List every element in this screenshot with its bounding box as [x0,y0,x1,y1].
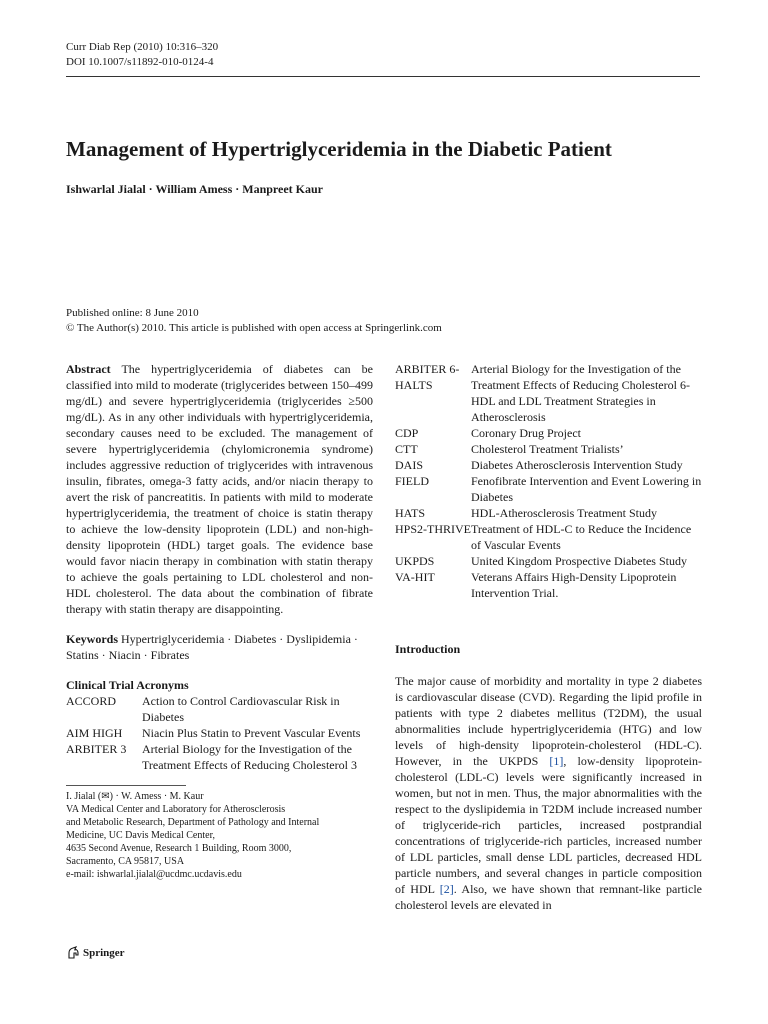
abstract-text: The hypertriglyceridemia of diabetes can be classified into mild to moderate (triglycerides between 150–499 mg/dL) and severe hypertriglyceridemia (triglycerides ≥500 mg/dL). As in any other individuals with hypertriglyceridemia, secondary causes need to be excluded. The management of severe hypertriglyceridemia (chylomicronemia syndrome) includes aggressive reduction of triglycerides with intravenous insulin, fibrates, omega-3 fatty acids, and/or niacin therapy to avert the risk of pancreatitis. In patients with mild to moderate hypertriglyceridemia, the treatment of choice is statin therapy to achieve the low-density lipoprotein (LDL) and non-high-density lipoprotein (HDL) target goals. The evidence base would favor niacin therapy in combination with statin therapy to achieve the goals pertaining to LDL cholesterol and non-HDL cholesterol. The data about the combination of fibrate therapy with statin therapy are disappointing. [66,362,373,616]
acronym-row [66,741,373,773]
journal-line: Curr Diab Rep (2010) 10:316–320 [66,41,219,53]
published-date: Published online: 8 June 2010 [66,307,199,319]
acronym-desc: Arterial Biology for the Investigation of the Treatment Effects of Reducing Cholesterol 6-HDL and LDL Treatment Strategies in Atherosclerosis [471,362,690,424]
intro-text-part: , low-density lipoprotein-cholesterol (LDL-C) levels were significantly increased in women, but not in men. Thus, the major abnormalities with the respect to the dyslipidemia in T2DM include increased number of triglyceride-rich particles, increased postprandial concentrations of triglyceride-rich particles, increased number of LDL particles, small dense LDL particles, decreased HDL particle numbers, and several changes in particle composition of HDL [395,754,702,896]
acronym-desc: Coronary Drug Project [471,426,581,440]
acronyms-table-left [66,693,373,773]
acronym-row [395,425,702,441]
citation-link[interactable]: [1] [549,754,564,768]
acronym-desc: Cholesterol Treatment Trialists’ [471,442,624,456]
publisher-logo [66,946,125,960]
acronym-code: CTT [395,442,418,456]
acronym-desc: Arterial Biology for the Investigation of the Treatment Effects of Reducing Cholesterol 3 [142,742,357,772]
affiliation-line: and Metabolic Research, Department of Pathology and Internal [66,817,320,828]
acronym-desc: United Kingdom Prospective Diabetes Study [471,554,687,568]
keywords-text: Hypertriglyceridemia · Diabetes · Dyslipidemia · Statins · Niacin · Fibrates [66,632,358,662]
intro-text-part: . Also, we have shown that remnant-like particle cholesterol levels are elevated in [395,882,703,912]
acronym-desc: Niacin Plus Statin to Prevent Vascular Events [142,726,361,740]
keywords [66,631,373,663]
copyright-notice: © The Author(s) 2010. This article is published with open access at Springerlink.com [66,322,442,334]
affiliation-line: Sacramento, CA 95817, USA [66,856,185,867]
right-column [395,361,702,913]
header-rule [66,76,700,77]
acronym-desc: Fenofibrate Intervention and Event Lowering in Diabetes [471,474,702,504]
left-column [66,361,373,881]
acronym-row [395,361,702,425]
author-email[interactable]: e-mail: ishwarlal.jialal@ucdmc.ucdavis.edu [66,869,242,880]
acronym-row [66,693,373,725]
acronym-code: FIELD [395,474,429,488]
publisher-name: Springer [83,947,125,959]
author-affiliation [66,790,373,881]
affiliation-line: Medicine, UC Davis Medical Center, [66,830,216,841]
article-title: Management of Hypertriglyceridemia in the Diabetic Patient [66,137,612,161]
citation-link[interactable]: [2] [439,882,454,896]
acronym-row [395,569,702,601]
acronym-row [395,457,702,473]
acronym-code: ARBITER 3 [66,742,127,756]
acronym-row [395,553,702,569]
acronym-code: HATS [395,506,426,520]
abstract-label: Abstract [66,362,111,376]
acronym-code: AIM HIGH [66,726,123,740]
acronym-row [395,521,702,553]
springer-horse-icon [66,946,80,960]
abstract [66,361,373,617]
affiliation-line: VA Medical Center and Laboratory for Atherosclerosis [66,804,286,815]
acronym-row [395,473,702,505]
acronym-desc: Treatment of HDL-C to Reduce the Incidence of Vascular Events [471,522,692,552]
doi-line: DOI 10.1007/s11892-010-0124-4 [66,56,214,68]
acronyms-table-right [395,361,702,601]
acronyms-heading: Clinical Trial Acronyms [66,678,189,692]
acronym-row [66,725,373,741]
acronym-code: UKPDS [395,554,435,568]
affiliation-line: I. Jialal (✉) · W. Amess · M. Kaur [66,791,204,802]
acronym-row [395,441,702,457]
acronym-desc: Diabetes Atherosclerosis Intervention Study [471,458,683,472]
acronym-row [395,505,702,521]
acronym-code: ACCORD [66,694,117,708]
affiliation-line: 4635 Second Avenue, Research 1 Building, Room 3000, [66,843,292,854]
keywords-label: Keywords [66,632,118,646]
journal-citation [66,40,218,70]
intro-text-part: The major cause of morbidity and mortality in type 2 diabetes is cardiovascular disease (CVD). Regarding the lipid profile in patients with type 2 diabetes mellitus (T2DM), the usual abnormalities include hypertriglyceridemia (HTG) and low levels of high-density lipoprotein-cholesterol (HDL-C). However, in the UKPDS [395,674,702,768]
acronym-code: DAIS [395,458,424,472]
acronym-code: VA-HIT [395,570,435,584]
acronym-code: ARBITER 6-HALTS [395,362,460,392]
acronym-desc: Action to Control Cardiovascular Risk in Diabetes [142,694,340,724]
article-authors: Ishwarlal Jialal · William Amess · Manpreet Kaur [66,182,324,196]
acronym-desc: Veterans Affairs High-Density Lipoprotein Intervention Trial. [471,570,677,600]
acronym-desc: HDL-Atherosclerosis Treatment Study [471,506,657,520]
introduction-paragraph [395,673,702,913]
footnote-rule [66,785,186,786]
introduction-heading: Introduction [395,642,461,656]
acronym-code: HPS2-THRIVE [395,522,472,536]
acronym-code: CDP [395,426,419,440]
publication-info [66,306,442,336]
